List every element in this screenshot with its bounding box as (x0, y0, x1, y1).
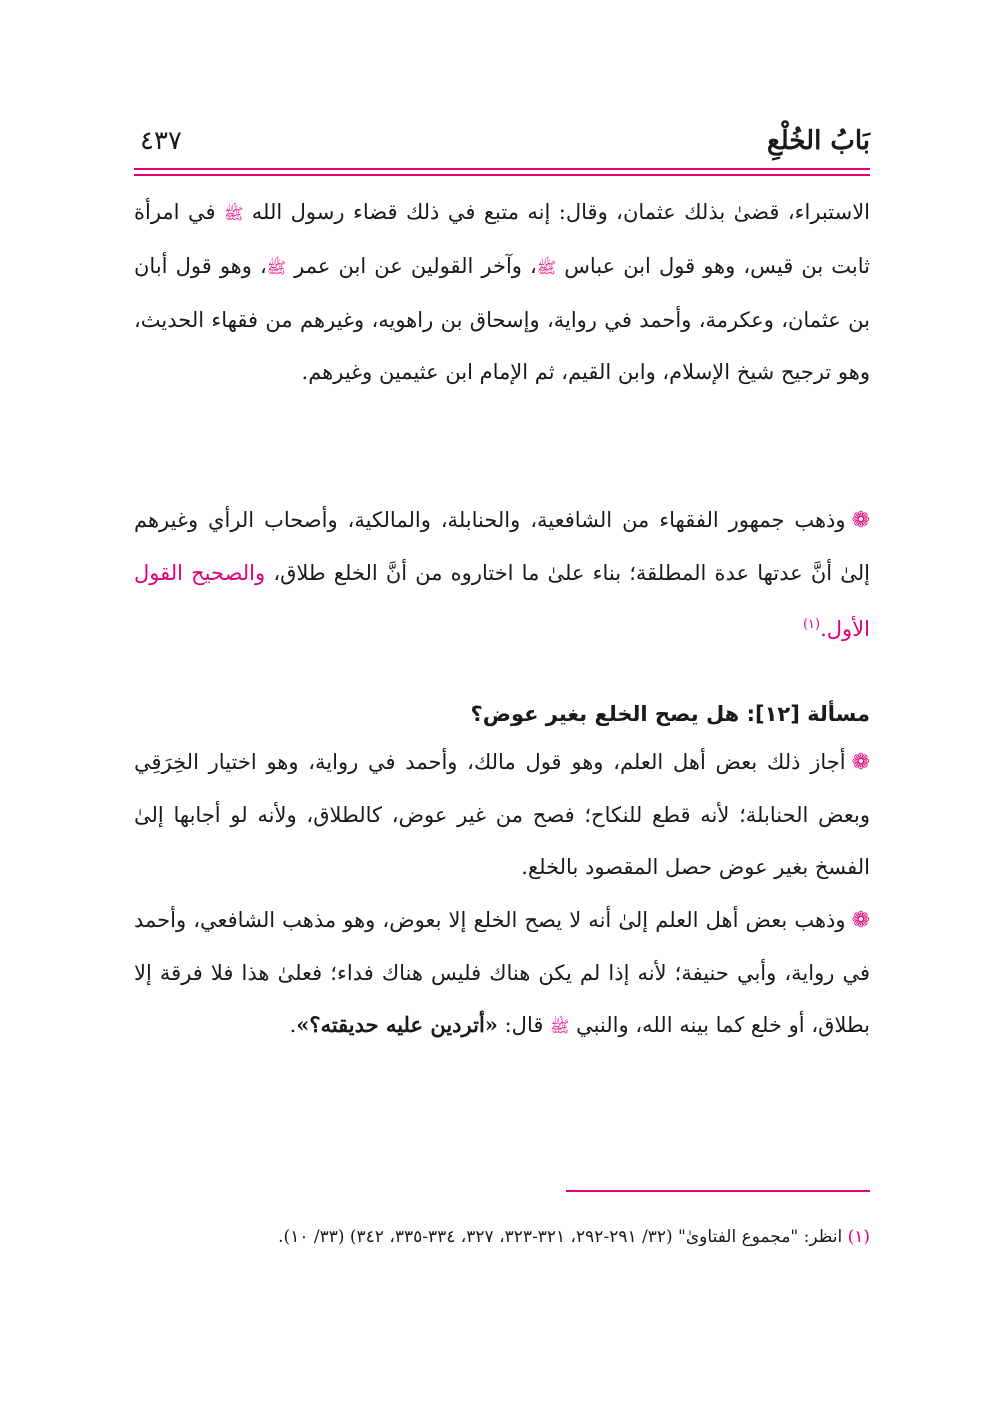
honorific-icon: ﷺ (536, 258, 557, 277)
paragraph-3-text: أجاز ذلك بعض أهل العلم، وهو قول مالك، وأحمد في رواية، وهو اختيار الخِرَقِي وبعض الحنابلة؛ لأنه قطع للنكاح؛ فصح من غير عوض، كالطلاق، ولأنه لو أجابها إلىٰ الفسخ بغير عوض حصل المقصود بالخلع. (134, 750, 870, 879)
paragraph-1-text-a: الاستبراء، قضىٰ بذلك عثمان، وقال: إنه متبع في ذلك قضاء رسول الله (251, 200, 871, 224)
page-number: ٤٣٧ (140, 126, 182, 156)
flower-bullet-icon: ❁ (851, 750, 870, 775)
issue-question: هل يصح الخلع بغير عوض؟ (470, 702, 740, 726)
footnote-number: (١) (847, 1227, 870, 1247)
paragraph-4 (134, 894, 870, 1053)
flower-bullet-icon: ❁ (851, 508, 870, 533)
honorific-icon: ﷺ (550, 1017, 570, 1036)
footnote-ref[interactable]: (١) (802, 617, 821, 632)
footnote (134, 1222, 870, 1252)
flower-bullet-icon: ❁ (851, 908, 870, 933)
footnote-text: انظر: "مجموع الفتاوىٰ" (٣٢/ ٢٩١-٢٩٢، ٣٢١-٣٢٣، ٣٢٧، ٣٣٤-٣٣٥، ٣٤٢) (٣٣/ ١٠). (278, 1227, 843, 1247)
footnote-divider (566, 1190, 870, 1192)
paragraph-1-text-d: ، وهو قول أبان بن عثمان، وعكرمة، وأحمد في رواية، وإسحاق بن راهويه، وغيرهم من فقهاء الحديث، وهو ترجيح شيخ الإسلام، وابن القيم، ثم الإمام ابن عثيمين وغيرهم. (134, 254, 870, 384)
paragraph-3 (134, 736, 870, 893)
paragraph-4-end: . (289, 1013, 297, 1037)
paragraph-2 (134, 494, 870, 655)
paragraph-1 (134, 186, 870, 398)
honorific-icon: ﷺ (223, 204, 244, 223)
paragraph-1-text-c: ، وآخر القولين عن ابن عمر (294, 254, 537, 278)
header-rule-top (134, 168, 870, 170)
paragraph-2-text: وذهب جمهور الفقهاء من الشافعية، والحنابلة، والمالكية، وأصحاب الرأي وغيرهم إلىٰ أنَّ عدتها عدة المطلقة؛ بناء علىٰ ما اختاروه من أنَّ الخلع طلاق، (134, 508, 870, 585)
paragraph-4-text-b: قال: (504, 1013, 544, 1037)
conclusion-text: والصحيح القول الأول. (134, 561, 870, 641)
issue-label: مسألة [١٢]: (746, 702, 870, 726)
honorific-icon: ﷺ (266, 258, 287, 277)
hadith-quote: «أتردين عليه حديقته؟» (296, 1012, 498, 1037)
running-title: بَابُ الخُلْعِ (766, 126, 870, 156)
header-rule-bottom (134, 174, 870, 176)
issue-heading (134, 688, 870, 740)
paragraph-1-text-b: في امرأة ثابت بن قيس، وهو قول ابن عباس (134, 200, 870, 278)
paragraph-4-text-a: وذهب بعض أهل العلم إلىٰ أنه لا يصح الخلع إلا بعوض، وهو مذهب الشافعي، وأحمد في رواية، وأبي حنيفة؛ لأنه إذا لم يكن هناك فليس هناك فداء؛ فعلىٰ هذا فلا فرقة إلا بطلاق، أو خلع كما بينه الله، والنبي (134, 908, 870, 1037)
